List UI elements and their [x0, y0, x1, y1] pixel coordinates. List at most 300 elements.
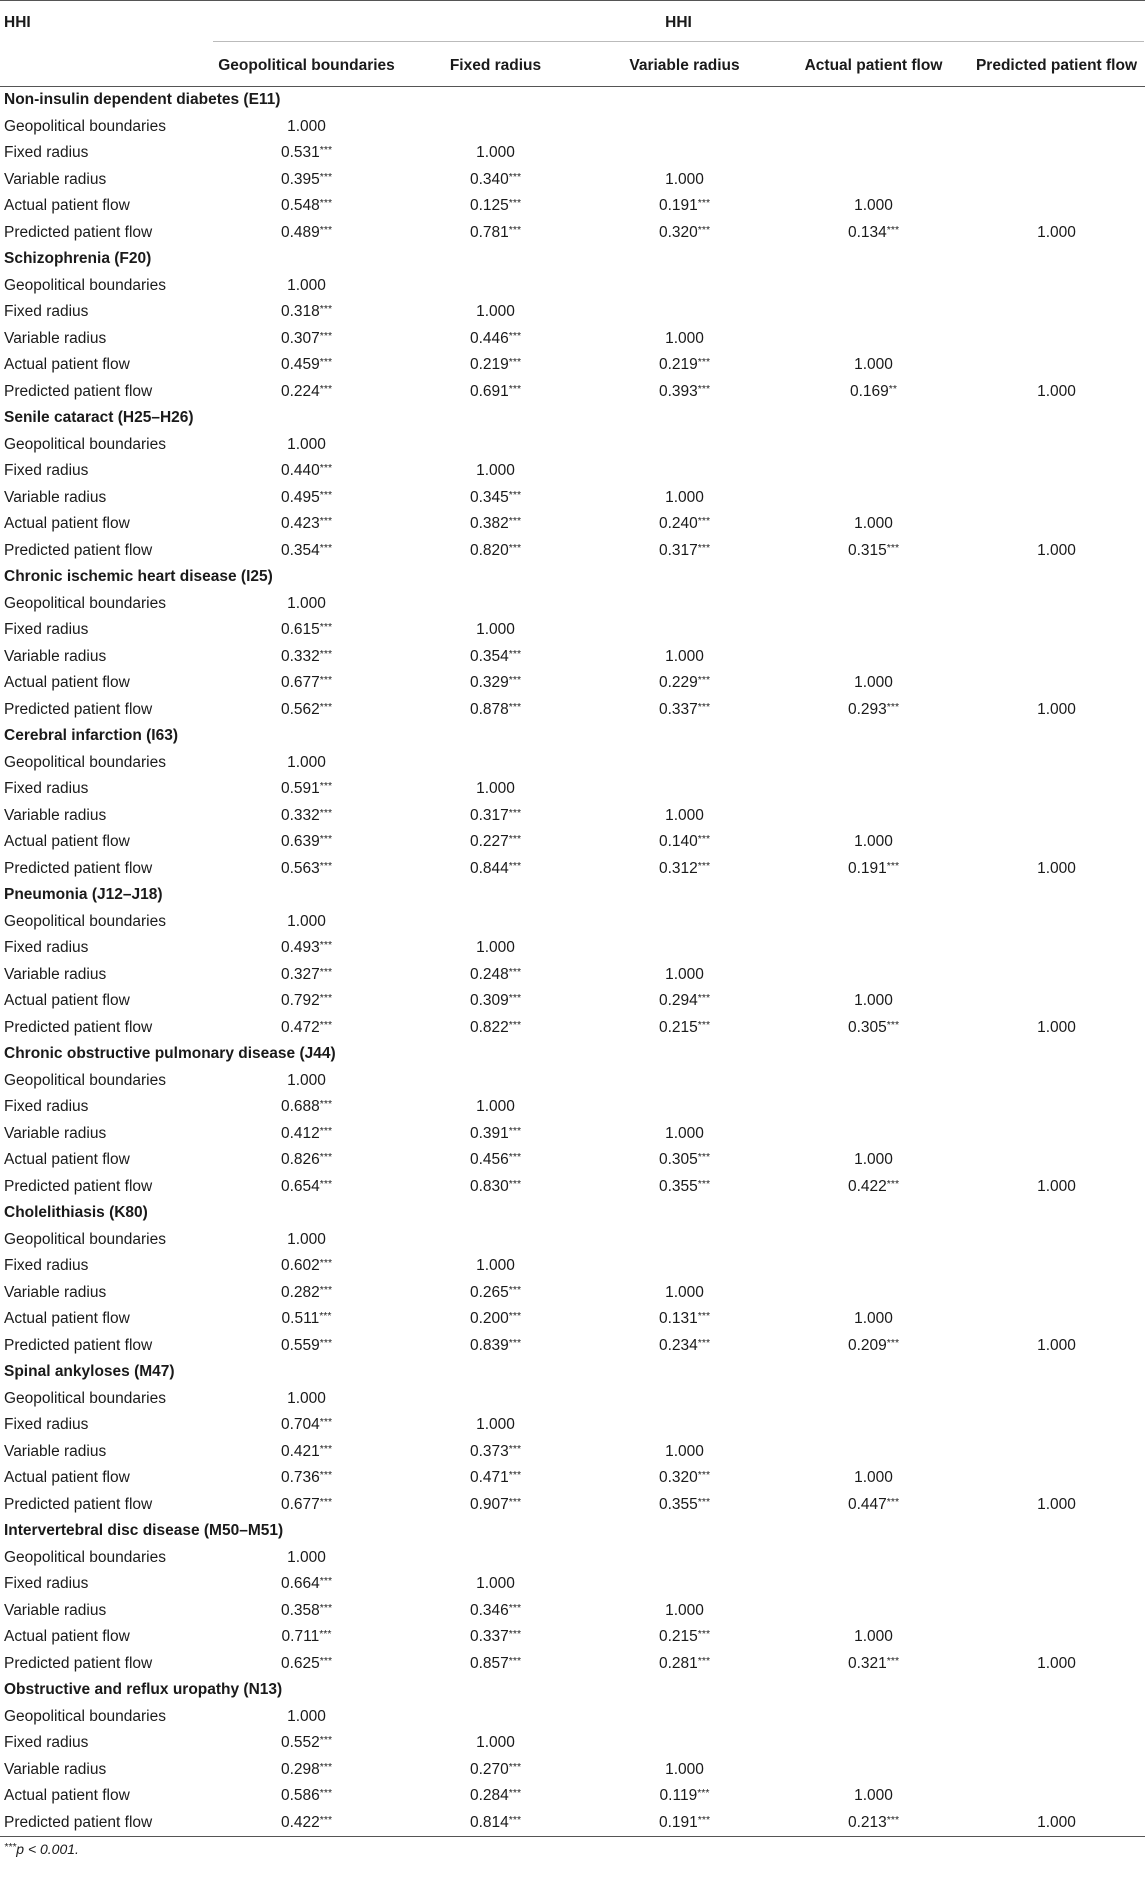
significance-marker: *** — [319, 992, 333, 1005]
table-cell — [968, 1598, 1145, 1625]
significance-marker: *** — [508, 1469, 522, 1482]
significance-marker: *** — [319, 1310, 332, 1323]
table-cell: 1.000 — [287, 117, 326, 135]
table-row — [0, 750, 1145, 777]
table-cell: 0.625*** — [280, 1654, 333, 1672]
significance-marker: *** — [508, 833, 522, 846]
table-row — [0, 167, 1145, 194]
table-row — [0, 1598, 1145, 1625]
significance-marker: *** — [697, 223, 711, 236]
table-row — [0, 1465, 1145, 1492]
table-cell: 0.844*** — [469, 859, 522, 877]
significance-marker: *** — [508, 1151, 522, 1164]
table-cell: 0.615*** — [280, 621, 333, 639]
table-cell: 0.219*** — [658, 356, 711, 374]
table-row — [0, 379, 1145, 406]
row-label: Geopolitical boundaries — [4, 594, 166, 612]
table-cell: 0.227*** — [469, 833, 522, 851]
table-cell — [779, 432, 968, 459]
significance-marker: *** — [319, 170, 333, 183]
table-cell — [968, 1227, 1145, 1254]
column-header-actual-flow: Actual patient flow — [779, 49, 968, 87]
table-cell: 1.000 — [854, 1628, 893, 1646]
table-cell: 0.229*** — [658, 674, 711, 692]
table-cell: 0.412*** — [280, 1124, 333, 1142]
significance-marker: ** — [888, 382, 897, 395]
table-cell: 1.000 — [287, 435, 326, 453]
table-cell: 0.191*** — [847, 859, 900, 877]
significance-marker: *** — [319, 1283, 333, 1296]
table-cell: 1.000 — [287, 1230, 326, 1248]
row-label: Actual patient flow — [4, 1310, 130, 1328]
column-header-predicted-flow: Predicted patient flow — [968, 49, 1145, 87]
group-header-row — [0, 882, 1145, 909]
row-label: Variable radius — [4, 1760, 107, 1778]
group-header-row — [0, 246, 1145, 273]
table-cell — [779, 114, 968, 141]
table-cell — [779, 1704, 968, 1731]
span-header — [212, 1, 1145, 49]
table-row — [0, 856, 1145, 883]
table-cell: 0.830*** — [469, 1177, 522, 1195]
table-cell: 1.000 — [287, 594, 326, 612]
significance-marker: *** — [697, 1336, 711, 1349]
span-header-label: HHI — [213, 14, 1144, 42]
table-cell: 0.125*** — [469, 197, 522, 215]
table-cell: 1.000 — [476, 939, 515, 957]
table-cell: 0.358*** — [280, 1601, 333, 1619]
significance-marker: *** — [319, 1575, 333, 1588]
table-cell — [779, 1757, 968, 1784]
table-cell: 1.000 — [476, 462, 515, 480]
group-title: Pneumonia (J12–J18) — [4, 886, 163, 904]
significance-marker: *** — [508, 515, 522, 528]
table-cell: 0.440*** — [280, 462, 333, 480]
table-row — [0, 1439, 1145, 1466]
significance-marker: *** — [319, 1018, 333, 1031]
row-label: Actual patient flow — [4, 356, 130, 374]
table-cell: 0.119*** — [659, 1787, 710, 1805]
table-cell — [968, 273, 1145, 300]
row-label: Fixed radius — [4, 1734, 89, 1752]
table-cell: 1.000 — [854, 1469, 893, 1487]
row-label: Fixed radius — [4, 1098, 89, 1116]
significance-marker: *** — [319, 806, 333, 819]
table-cell — [590, 1094, 779, 1121]
table-cell: 0.140*** — [658, 833, 711, 851]
table-row — [0, 193, 1145, 220]
table-cell: 1.000 — [854, 1151, 893, 1169]
table-cell: 1.000 — [665, 965, 704, 983]
significance-marker: *** — [886, 859, 900, 872]
header-row-1 — [0, 1, 1145, 49]
table-cell: 1.000 — [476, 621, 515, 639]
table-cell: 1.000 — [854, 197, 893, 215]
table-cell: 0.321*** — [847, 1654, 900, 1672]
table-cell — [968, 670, 1145, 697]
table-cell — [968, 140, 1145, 167]
table-cell — [779, 1227, 968, 1254]
row-label: Predicted patient flow — [4, 1018, 153, 1036]
significance-marker: *** — [508, 700, 522, 713]
group-title: Cholelithiasis (K80) — [4, 1204, 148, 1222]
table-cell — [779, 591, 968, 618]
table-cell — [968, 1730, 1145, 1757]
significance-marker: *** — [508, 1018, 522, 1031]
significance-marker: *** — [319, 515, 333, 528]
significance-marker: *** — [319, 700, 333, 713]
table-cell — [968, 299, 1145, 326]
table-cell: 1.000 — [287, 753, 326, 771]
table-cell: 1.000 — [854, 992, 893, 1010]
significance-marker: *** — [319, 1177, 333, 1190]
table-cell: 0.839*** — [469, 1336, 522, 1354]
table-cell — [779, 458, 968, 485]
table-cell — [968, 803, 1145, 830]
group-title: Spinal ankyloses (M47) — [4, 1363, 175, 1381]
table-cell: 1.000 — [665, 1283, 704, 1301]
table-row — [0, 1147, 1145, 1174]
table-row — [0, 988, 1145, 1015]
table-cell: 0.209*** — [847, 1336, 900, 1354]
group-header-row — [0, 405, 1145, 432]
table-body — [0, 87, 1145, 1837]
significance-marker: *** — [508, 992, 522, 1005]
table-cell — [779, 962, 968, 989]
table-cell: 0.559*** — [280, 1336, 333, 1354]
significance-marker: *** — [319, 541, 333, 554]
row-label: Geopolitical boundaries — [4, 1389, 166, 1407]
table-cell — [779, 776, 968, 803]
table-cell: 1.000 — [854, 674, 893, 692]
table-row — [0, 1253, 1145, 1280]
row-label: Geopolitical boundaries — [4, 1230, 166, 1248]
table-cell: 0.234*** — [658, 1336, 711, 1354]
group-header-row — [0, 1359, 1145, 1386]
significance-marker: *** — [886, 1336, 900, 1349]
table-cell: 1.000 — [1037, 1018, 1076, 1036]
table-row — [0, 829, 1145, 856]
significance-marker: *** — [319, 780, 333, 793]
group-title: Cerebral infarction (I63) — [4, 727, 178, 745]
row-label: Geopolitical boundaries — [4, 1707, 166, 1725]
row-label: Variable radius — [4, 1442, 107, 1460]
table-cell — [779, 1439, 968, 1466]
table-cell: 1.000 — [1037, 541, 1076, 559]
table-cell: 1.000 — [287, 1071, 326, 1089]
table-cell: 0.907*** — [469, 1495, 522, 1513]
row-label: Fixed radius — [4, 939, 89, 957]
table-cell: 1.000 — [1037, 1336, 1076, 1354]
significance-marker: *** — [319, 1151, 333, 1164]
significance-marker: *** — [319, 223, 333, 236]
significance-marker: *** — [697, 700, 711, 713]
table-row — [0, 1015, 1145, 1042]
table-cell: 1.000 — [1037, 1654, 1076, 1672]
significance-marker: *** — [319, 1442, 333, 1455]
group-title: Chronic ischemic heart disease (I25) — [4, 568, 273, 586]
table-row — [0, 1624, 1145, 1651]
significance-marker: *** — [508, 197, 522, 210]
table-cell — [968, 935, 1145, 962]
significance-marker: *** — [508, 965, 522, 978]
row-label: Predicted patient flow — [4, 541, 153, 559]
significance-marker: *** — [508, 541, 522, 554]
column-header-fixed-radius: Fixed radius — [401, 49, 590, 87]
table-row — [0, 644, 1145, 671]
significance-marker: *** — [319, 1787, 333, 1800]
table-cell — [968, 167, 1145, 194]
group-title: Schizophrenia (F20) — [4, 250, 152, 268]
table-cell — [401, 114, 590, 141]
significance-marker: *** — [886, 700, 900, 713]
significance-marker: *** — [319, 1601, 333, 1614]
significance-marker: *** — [508, 382, 522, 395]
significance-marker: *** — [697, 1654, 711, 1667]
row-label: Predicted patient flow — [4, 1495, 153, 1513]
row-label: Predicted patient flow — [4, 1654, 153, 1672]
table-cell — [779, 140, 968, 167]
table-cell — [968, 1121, 1145, 1148]
table-cell — [779, 1280, 968, 1307]
row-label: Predicted patient flow — [4, 1177, 153, 1195]
table-cell: 0.318*** — [280, 303, 333, 321]
table-cell: 0.421*** — [280, 1442, 333, 1460]
table-cell: 0.792*** — [280, 992, 333, 1010]
table-cell: 0.270*** — [469, 1760, 522, 1778]
table-cell — [779, 935, 968, 962]
significance-marker: *** — [886, 223, 900, 236]
significance-marker: *** — [319, 382, 333, 395]
table-cell: 0.298*** — [280, 1760, 333, 1778]
table-cell: 1.000 — [665, 1442, 704, 1460]
table-cell — [968, 432, 1145, 459]
significance-marker: *** — [319, 1495, 333, 1508]
table-cell — [968, 511, 1145, 538]
significance-marker: *** — [697, 1151, 711, 1164]
corner-label: HHI — [4, 14, 31, 31]
significance-marker: *** — [319, 1813, 333, 1826]
table-row — [0, 140, 1145, 167]
table-row — [0, 1730, 1145, 1757]
table-cell: 0.346*** — [469, 1601, 522, 1619]
table-cell: 0.355*** — [658, 1177, 711, 1195]
table-row — [0, 511, 1145, 538]
table-row — [0, 114, 1145, 141]
significance-marker: *** — [319, 303, 333, 316]
significance-marker: *** — [886, 1495, 900, 1508]
row-label: Actual patient flow — [4, 515, 130, 533]
group-header-row — [0, 1518, 1145, 1545]
row-label: Variable radius — [4, 806, 107, 824]
table-row — [0, 1412, 1145, 1439]
table-cell: 0.305*** — [658, 1151, 711, 1169]
table-cell: 0.332*** — [280, 647, 333, 665]
table-row — [0, 1121, 1145, 1148]
table-row — [0, 273, 1145, 300]
table-cell — [779, 1598, 968, 1625]
significance-marker: *** — [508, 1124, 522, 1137]
table-cell: 1.000 — [665, 329, 704, 347]
group-header-row — [0, 1677, 1145, 1704]
row-label: Geopolitical boundaries — [4, 912, 166, 930]
significance-marker: *** — [508, 1310, 522, 1323]
significance-marker: *** — [697, 1310, 711, 1323]
table-cell: 0.826*** — [280, 1151, 333, 1169]
significance-marker: *** — [508, 1336, 522, 1349]
significance-marker: *** — [697, 356, 711, 369]
table-cell: 0.309*** — [469, 992, 522, 1010]
table-cell: 0.664*** — [280, 1575, 333, 1593]
table-row — [0, 935, 1145, 962]
table-cell — [590, 1571, 779, 1598]
row-label: Actual patient flow — [4, 197, 130, 215]
table-cell — [968, 1306, 1145, 1333]
group-title: Senile cataract (H25–H26) — [4, 409, 194, 427]
table-cell: 1.000 — [287, 1389, 326, 1407]
row-label: Fixed radius — [4, 462, 89, 480]
table-cell: 0.294*** — [658, 992, 711, 1010]
table-cell: 0.329*** — [469, 674, 522, 692]
table-cell — [968, 909, 1145, 936]
table-cell — [779, 485, 968, 512]
table-cell: 0.423*** — [280, 515, 333, 533]
table-row — [0, 909, 1145, 936]
table-cell: 0.511*** — [281, 1310, 332, 1328]
significance-marker: *** — [697, 1787, 710, 1800]
table-cell: 0.345*** — [469, 488, 522, 506]
table-cell — [968, 988, 1145, 1015]
table-row — [0, 1704, 1145, 1731]
table-cell — [590, 1227, 779, 1254]
table-row — [0, 326, 1145, 353]
table-cell: 0.320*** — [658, 223, 711, 241]
table-cell: 0.191*** — [658, 197, 711, 215]
table-cell: 0.493*** — [280, 939, 333, 957]
significance-marker: *** — [319, 859, 333, 872]
table-cell: 0.704*** — [280, 1416, 333, 1434]
significance-marker: *** — [319, 674, 333, 687]
column-header-variable-radius: Variable radius — [590, 49, 779, 87]
row-label: Variable radius — [4, 647, 107, 665]
row-label: Variable radius — [4, 1283, 107, 1301]
row-label: Actual patient flow — [4, 992, 130, 1010]
table-cell: 1.000 — [665, 647, 704, 665]
table-cell: 0.471*** — [469, 1469, 522, 1487]
table-cell — [779, 803, 968, 830]
row-label: Fixed radius — [4, 621, 89, 639]
significance-marker: *** — [697, 541, 711, 554]
table-cell: 1.000 — [665, 170, 704, 188]
table-cell — [590, 114, 779, 141]
header-blank-cell — [0, 49, 212, 87]
table-cell: 1.000 — [665, 806, 704, 824]
significance-marker: *** — [319, 329, 333, 342]
footnote — [0, 1837, 1145, 1857]
significance-marker: *** — [886, 541, 900, 554]
table-cell: 0.456*** — [469, 1151, 522, 1169]
row-label: Variable radius — [4, 1124, 107, 1142]
table-cell: 1.000 — [1037, 223, 1076, 241]
significance-marker: *** — [319, 965, 333, 978]
table-cell — [968, 1704, 1145, 1731]
table-cell: 0.531*** — [280, 144, 333, 162]
table-cell: 0.878*** — [469, 700, 522, 718]
significance-marker: *** — [697, 1813, 711, 1826]
table-cell — [590, 1386, 779, 1413]
table-cell: 0.586*** — [280, 1787, 333, 1805]
table-cell: 0.391*** — [469, 1124, 522, 1142]
table-cell — [779, 909, 968, 936]
row-label: Predicted patient flow — [4, 859, 153, 877]
table-cell — [401, 1704, 590, 1731]
significance-marker: *** — [508, 223, 522, 236]
table-cell: 0.446*** — [469, 329, 522, 347]
table-cell: 0.447*** — [847, 1495, 900, 1513]
table-cell: 1.000 — [854, 1787, 893, 1805]
footnote-text: ***p < 0.001. — [4, 1841, 79, 1857]
table-cell: 0.312*** — [658, 859, 711, 877]
table-cell — [968, 1280, 1145, 1307]
row-label: Fixed radius — [4, 303, 89, 321]
row-label: Variable radius — [4, 170, 107, 188]
row-label: Actual patient flow — [4, 674, 130, 692]
table-cell — [590, 432, 779, 459]
table-cell: 0.472*** — [280, 1018, 333, 1036]
table-cell: 0.677*** — [280, 674, 333, 692]
table-cell: 0.459*** — [280, 356, 333, 374]
row-label: Predicted patient flow — [4, 382, 153, 400]
table-cell: 1.000 — [854, 515, 893, 533]
table-cell: 0.224*** — [280, 382, 333, 400]
table-cell: 1.000 — [476, 1257, 515, 1275]
table-row — [0, 1306, 1145, 1333]
table-cell: 0.857*** — [469, 1654, 522, 1672]
table-cell: 1.000 — [287, 276, 326, 294]
table-cell: 0.373*** — [469, 1442, 522, 1460]
table-cell — [968, 750, 1145, 777]
significance-marker: *** — [319, 939, 333, 952]
significance-marker: *** — [508, 1760, 522, 1773]
row-label: Fixed radius — [4, 1575, 89, 1593]
table-row — [0, 1571, 1145, 1598]
table-row — [0, 432, 1145, 459]
table-cell: 0.240*** — [658, 515, 711, 533]
table-cell — [590, 273, 779, 300]
table-cell — [968, 1386, 1145, 1413]
significance-marker: *** — [697, 1495, 711, 1508]
table-cell: 0.354*** — [280, 541, 333, 559]
significance-marker: *** — [508, 1495, 522, 1508]
table-cell — [779, 1094, 968, 1121]
table-cell — [968, 1412, 1145, 1439]
table-row — [0, 1174, 1145, 1201]
table-cell — [590, 458, 779, 485]
table-row — [0, 776, 1145, 803]
table-cell — [590, 140, 779, 167]
significance-marker: *** — [319, 1336, 333, 1349]
table-cell — [779, 1068, 968, 1095]
table-row — [0, 962, 1145, 989]
row-label: Actual patient flow — [4, 1151, 130, 1169]
table-row — [0, 1386, 1145, 1413]
significance-marker: *** — [508, 488, 522, 501]
significance-marker: *** — [697, 1628, 711, 1641]
significance-marker: *** — [508, 329, 522, 342]
group-header-row — [0, 723, 1145, 750]
table-cell: 0.677*** — [280, 1495, 333, 1513]
table-cell — [968, 1068, 1145, 1095]
